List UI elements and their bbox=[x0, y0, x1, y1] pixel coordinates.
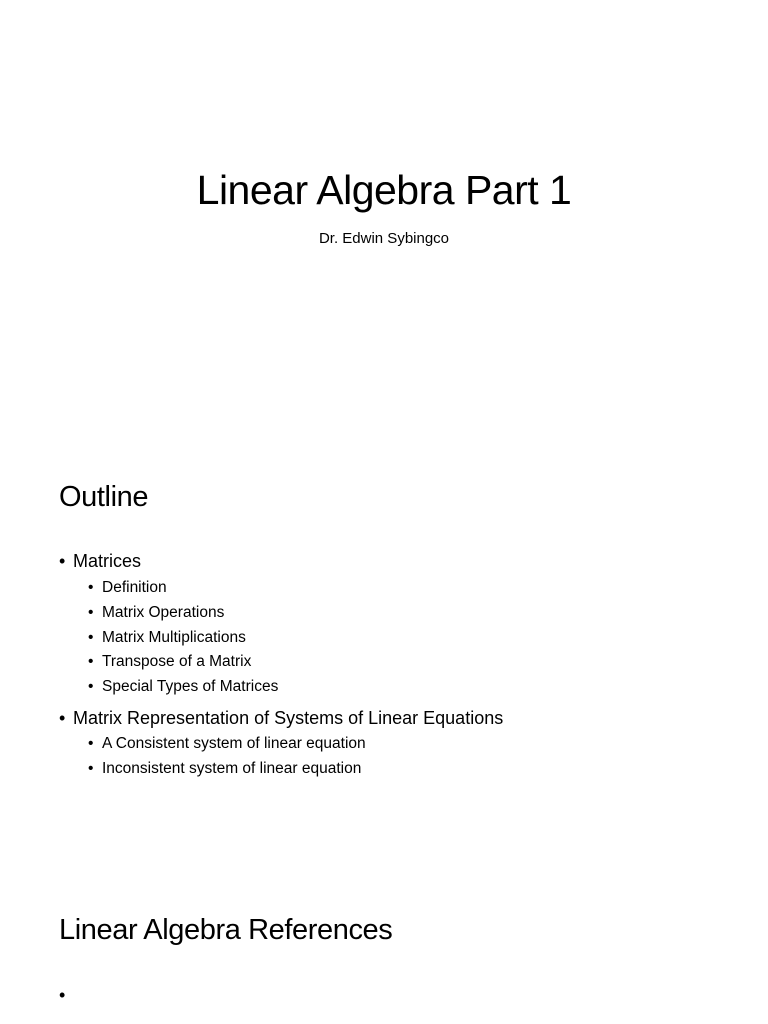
outline-item-matrices bbox=[59, 549, 141, 573]
bullet-icon: • bbox=[59, 551, 66, 571]
bullet-icon: • bbox=[88, 579, 94, 596]
references-heading: Linear Algebra References bbox=[59, 914, 393, 946]
outline-subitem-label: Inconsistent system of linear equation bbox=[102, 760, 362, 777]
outline-subitem bbox=[88, 628, 246, 648]
bullet-icon: • bbox=[59, 985, 66, 1005]
bullet-icon: • bbox=[88, 678, 94, 695]
outline-subitem bbox=[88, 652, 251, 672]
outline-subitem-label: Definition bbox=[102, 579, 167, 596]
bullet-icon: • bbox=[88, 653, 94, 670]
references-empty-bullet bbox=[59, 983, 73, 1007]
bullet-icon: • bbox=[88, 604, 94, 621]
outline-subitem bbox=[88, 759, 361, 779]
outline-heading: Outline bbox=[59, 481, 149, 513]
outline-subitem bbox=[88, 603, 224, 623]
outline-subitem bbox=[88, 734, 366, 754]
outline-subitem bbox=[88, 578, 167, 598]
outline-item-matrix-representation bbox=[59, 706, 503, 730]
bullet-icon: • bbox=[88, 735, 94, 752]
outline-item-label: Matrices bbox=[73, 551, 142, 571]
outline-subitem-label: Transpose of a Matrix bbox=[102, 653, 252, 670]
bullet-icon: • bbox=[59, 708, 66, 728]
outline-subitem bbox=[88, 677, 278, 697]
bullet-icon: • bbox=[88, 760, 94, 777]
outline-subitem-label: Matrix Multiplications bbox=[102, 629, 246, 646]
bullet-icon: • bbox=[88, 629, 94, 646]
outline-subitem-label: Special Types of Matrices bbox=[102, 678, 279, 695]
outline-subitem-label: Matrix Operations bbox=[102, 604, 225, 621]
outline-subitem-label: A Consistent system of linear equation bbox=[102, 735, 366, 752]
slide-title: Linear Algebra Part 1 bbox=[196, 167, 572, 213]
outline-item-label: Matrix Representation of Systems of Linear Equations bbox=[73, 708, 504, 728]
slide-author: Dr. Edwin Sybingco bbox=[318, 230, 450, 247]
